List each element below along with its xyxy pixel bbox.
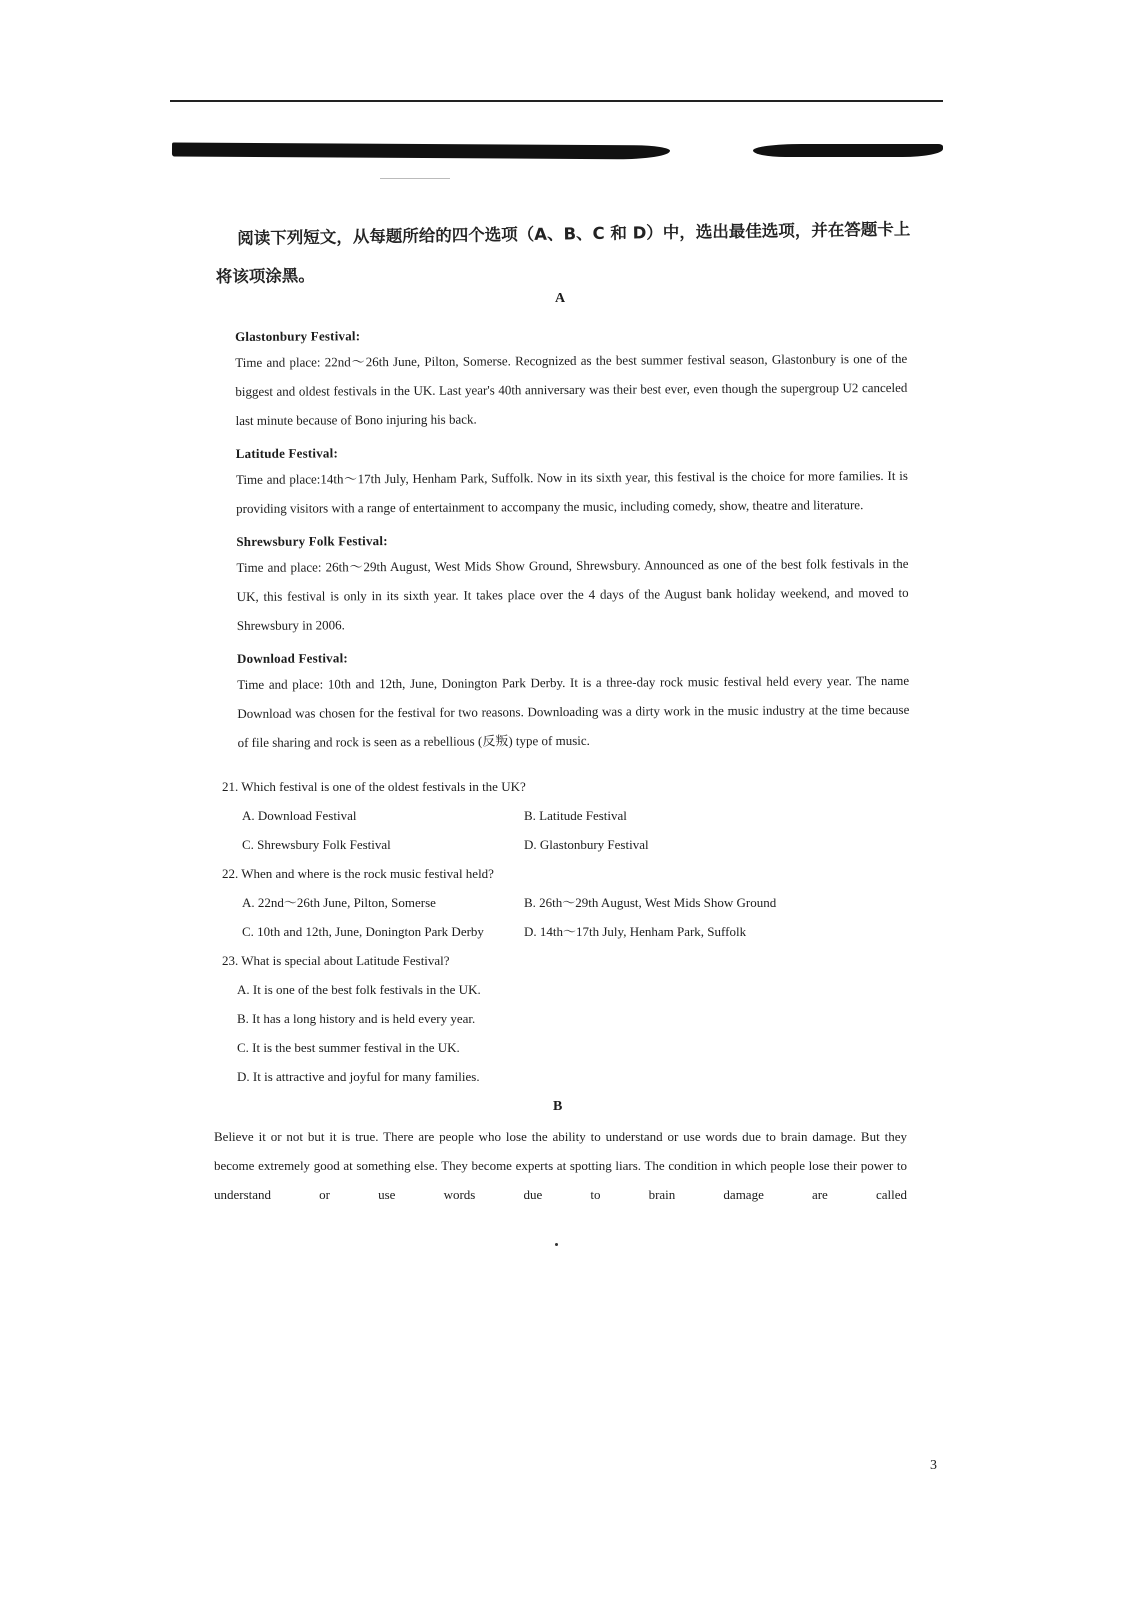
option-c: C. 10th and 12th, June, Donington Park Derby xyxy=(242,924,484,939)
scan-smear-left xyxy=(172,142,670,159)
option-d: D. Glastonbury Festival xyxy=(524,837,649,852)
question-23: 23. What is special about Latitude Festival? xyxy=(222,953,450,968)
festival-description: Time and place: 10th and 12th, June, Donington Park Derby. It is a three-day rock music festival held every year. The name Download was chosen for the festival for two reasons. Downloading was a dirty work in the music industry at the time because of file sharing and rock is seen as a rebellious (反叛) type of music. xyxy=(237,672,910,750)
option-a: A. 22nd～26th June, Pilton, Somerse xyxy=(242,895,436,910)
option-c: C. It is the best summer festival in the UK. xyxy=(237,1040,460,1055)
passage-a xyxy=(235,322,910,765)
option-b: B. Latitude Festival xyxy=(524,808,627,823)
section-a-label: A xyxy=(555,291,566,306)
scan-speck xyxy=(380,178,450,179)
scan-dot xyxy=(555,1243,558,1246)
option-c: C. Shrewsbury Folk Festival xyxy=(242,837,391,852)
festival-name: Glastonbury Festival: xyxy=(235,328,361,344)
option-b: B. 26th～29th August, West Mids Show Ground xyxy=(524,895,777,910)
question-21: 21. Which festival is one of the oldest festivals in the UK? xyxy=(222,779,526,794)
section-b-label: B xyxy=(553,1099,563,1114)
option-d: D. It is attractive and joyful for many families. xyxy=(237,1069,480,1084)
question-22-options xyxy=(242,888,862,946)
scan-smear-right xyxy=(753,144,943,157)
festival-name: Latitude Festival: xyxy=(235,445,339,461)
passage-b: Believe it or not but it is true. There are people who lose the ability to understand or use words due to brain damage. But they become extremely good at something else. They become experts at spotting liars. The condition in which people lose their power to understand or use words due to brain damage are called xyxy=(214,1129,907,1202)
festival-description: Time and place: 22nd～26th June, Pilton, Somerse. Recognized as the best summer festival season, Glastonbury is one of the biggest and oldest festivals in the UK. Last year's 40th anniversary was their best ever, even though the supergroup U2 canceled last minute because of Bono injuring his back. xyxy=(235,350,908,428)
festival-description: Time and place: 26th～29th August, West Mids Show Ground, Shrewsbury. Announced as one of the best folk festivals in the UK, this festival is only in its sixth year. It takes place over the 4 days of the August bank holiday weekend, and moved to Shrewsbury in 2006. xyxy=(236,555,909,633)
option-d: D. 14th～17th July, Henham Park, Suffolk xyxy=(524,924,747,939)
option-b: B. It has a long history and is held every year. xyxy=(237,1011,476,1026)
festival-name: Download Festival: xyxy=(236,650,348,666)
instruction-line-2: 将该项涂黑。 xyxy=(215,265,315,287)
question-22: 22. When and where is the rock music festival held? xyxy=(222,866,494,881)
instruction xyxy=(215,210,938,296)
option-a: A. It is one of the best folk festivals in the UK. xyxy=(237,982,481,997)
question-21-options xyxy=(242,801,862,859)
festival-name: Shrewsbury Folk Festival: xyxy=(236,533,388,549)
page-number: 3 xyxy=(930,1458,937,1473)
festival-description: Time and place:14th～17th July, Henham Park, Suffolk. Now in its sixth year, this festival is the choice for more families. It is providing visitors with a range of entertainment to accompany the music, including comedy, show, theatre and literature. xyxy=(235,467,908,516)
option-a: A. Download Festival xyxy=(242,808,357,823)
questions xyxy=(222,772,862,1091)
header-rule xyxy=(170,100,943,102)
instruction-line-1: 阅读下列短文，从每题所给的四个选项（A、B、C 和 D）中，选出最佳选项，并在答题卡上 xyxy=(237,219,911,248)
